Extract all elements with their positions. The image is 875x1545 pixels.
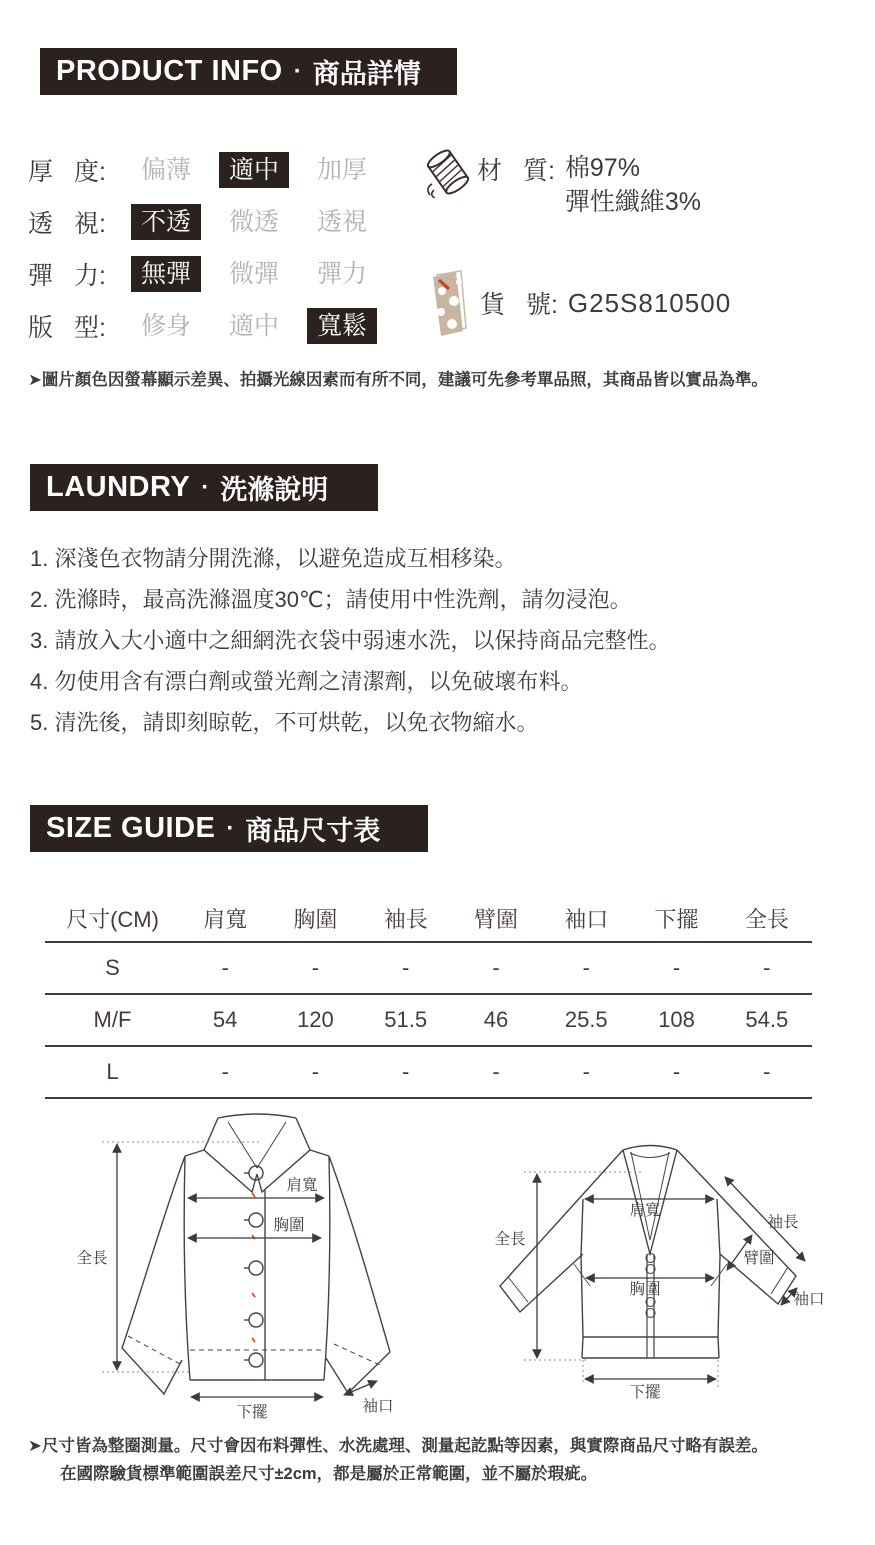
value-cell: -	[221, 955, 229, 980]
value-cell: -	[311, 1059, 320, 1084]
header-zh: 商品詳情	[312, 59, 421, 89]
value-cell: -	[492, 1059, 500, 1084]
attribute-label: 透 視:	[28, 210, 106, 238]
attribute-option: 彈力	[316, 260, 367, 288]
column-header: 胸圍	[293, 906, 338, 932]
arm-label: 臂圍	[743, 1250, 775, 1267]
header-separator: ·	[293, 57, 302, 85]
laundry-item: 3. 請放入大小適中之細網洗衣袋中弱速水洗，以保持商品完整性。	[30, 628, 671, 653]
size-cell: S	[105, 955, 120, 980]
column-header: 袖長	[383, 906, 428, 932]
value-cell: -	[582, 955, 590, 980]
size-note-line1: ➤尺寸皆為整圈測量。尺寸會因布料彈性、水洗處理、測量起訖點等因素，與實際商品尺寸略有誤差。	[28, 1437, 768, 1455]
material-label: 材 質:	[477, 157, 555, 185]
laundry-item: 1. 深淺色衣物請分開洗滌，以避免造成互相移染。	[30, 546, 517, 571]
header-zh: 洗滌說明	[220, 475, 329, 505]
size-guide-notes	[28, 1432, 768, 1488]
size-cell: M/F	[93, 1007, 132, 1032]
value-cell: 120	[297, 1007, 334, 1032]
column-header: 尺寸(CM)	[66, 906, 159, 932]
length-label: 全長	[76, 1250, 108, 1267]
value-cell: 46	[483, 1007, 509, 1032]
header-en: LAUNDRY	[46, 471, 191, 503]
chest-label: 胸圍	[629, 1281, 661, 1298]
attribute-row-fit	[28, 306, 377, 346]
hem-label: 下擺	[629, 1384, 661, 1401]
attribute-label: 彈 力:	[28, 262, 106, 290]
thread-spool-icon	[425, 146, 471, 198]
chest-label: 胸圍	[273, 1217, 305, 1234]
value-cell: -	[763, 1059, 771, 1084]
laundry-item: 5. 清洗後，請即刻晾乾，不可烘乾，以免衣物縮水。	[30, 710, 539, 735]
attribute-option: 微透	[228, 208, 279, 236]
attribute-row-thickness	[28, 150, 377, 190]
size-table-header-row	[45, 895, 812, 943]
product-info-header-bar	[40, 48, 457, 95]
header-en: PRODUCT INFO	[56, 55, 283, 87]
value-cell: -	[311, 955, 320, 980]
attribute-label: 版 型:	[28, 314, 106, 342]
laundry-header-bar	[30, 464, 378, 511]
value-cell: -	[763, 955, 771, 980]
laundry-item: 4. 勿使用含有漂白劑或螢光劑之清潔劑，以免破壞布料。	[30, 669, 583, 694]
laundry-instruction-list	[30, 538, 670, 743]
attribute-option: 修身	[140, 312, 191, 340]
attribute-label: 厚 度:	[28, 158, 106, 186]
leader-lines	[524, 1172, 718, 1388]
hem-label: 下擺	[236, 1404, 268, 1421]
value-cell: 54.5	[745, 1007, 789, 1032]
item-number-row	[429, 268, 731, 338]
size-guide-header-bar	[30, 805, 428, 852]
item-number-value: G25S810500	[567, 288, 732, 318]
attribute-option: 微彈	[228, 260, 279, 288]
item-number-label: 貨 號:	[480, 291, 558, 319]
sleeve-label: 袖長	[767, 1214, 799, 1231]
column-header: 全長	[744, 906, 789, 932]
column-header: 袖口	[564, 906, 609, 932]
length-label: 全長	[494, 1231, 526, 1248]
attribute-row-stretch	[28, 254, 377, 294]
value-cell: 108	[658, 1007, 695, 1032]
attribute-option: 不透	[131, 204, 201, 240]
column-header: 臂圍	[473, 906, 518, 932]
table-row-s	[45, 943, 812, 995]
shoulder-label: 肩寬	[286, 1177, 318, 1194]
material-line2: 彈性纖維3%	[564, 188, 702, 216]
value-cell: 51.5	[384, 1007, 428, 1032]
shoulder-label: 肩寬	[629, 1202, 661, 1219]
attribute-option: 適中	[219, 152, 289, 188]
table-row-l	[45, 1047, 812, 1099]
value-cell: -	[402, 955, 410, 980]
cardigan-measurement-diagram	[478, 1136, 875, 1436]
value-cell: 54	[212, 1007, 238, 1032]
table-row-mf	[45, 995, 812, 1047]
attribute-row-sheerness	[28, 202, 377, 242]
header-separator: ·	[226, 814, 235, 842]
attribute-option: 加厚	[316, 156, 367, 184]
value-cell: -	[672, 955, 681, 980]
size-cell: L	[106, 1059, 119, 1084]
jacket-measurement-diagram	[58, 1106, 482, 1436]
column-header: 肩寬	[203, 906, 248, 932]
attribute-option: 偏薄	[140, 156, 191, 184]
jacket-outline	[122, 1114, 390, 1394]
header-en: SIZE GUIDE	[46, 812, 216, 844]
size-note-line2: 在國際驗貨標準範圍誤差尺寸±2cm，都是屬於正常範圍，並不屬於瑕疵。	[60, 1465, 598, 1483]
product-info-note: ➤圖片顏色因螢幕顯示差異、拍攝光線因素而有所不同，建議可先參考單品照，其商品皆以實品為準。	[28, 371, 768, 389]
attribute-option: 適中	[228, 312, 279, 340]
size-table	[45, 895, 812, 1099]
attribute-option: 無彈	[131, 256, 201, 292]
buttonhole-marks	[252, 1193, 255, 1342]
cuff-label: 袖口	[793, 1291, 825, 1308]
value-cell: -	[221, 1059, 229, 1084]
attribute-option: 寬鬆	[307, 308, 377, 344]
attribute-option: 透視	[316, 208, 367, 236]
value-cell: 25.5	[564, 1007, 608, 1032]
laundry-item: 2. 洗滌時，最高洗滌溫度30℃；請使用中性洗劑，請勿浸泡。	[30, 587, 632, 612]
cuff-label: 袖口	[362, 1398, 394, 1415]
material-row	[425, 146, 701, 219]
header-zh: 商品尺寸表	[245, 816, 381, 846]
column-header: 下擺	[654, 906, 699, 932]
value-cell: -	[582, 1059, 590, 1084]
value-cell: -	[402, 1059, 410, 1084]
measurement-arrows	[537, 1174, 805, 1379]
header-separator: ·	[201, 473, 210, 501]
value-cell: -	[492, 955, 500, 980]
material-line1: 棉97%	[564, 154, 640, 182]
hang-tag-icon	[429, 268, 471, 338]
value-cell: -	[672, 1059, 681, 1084]
